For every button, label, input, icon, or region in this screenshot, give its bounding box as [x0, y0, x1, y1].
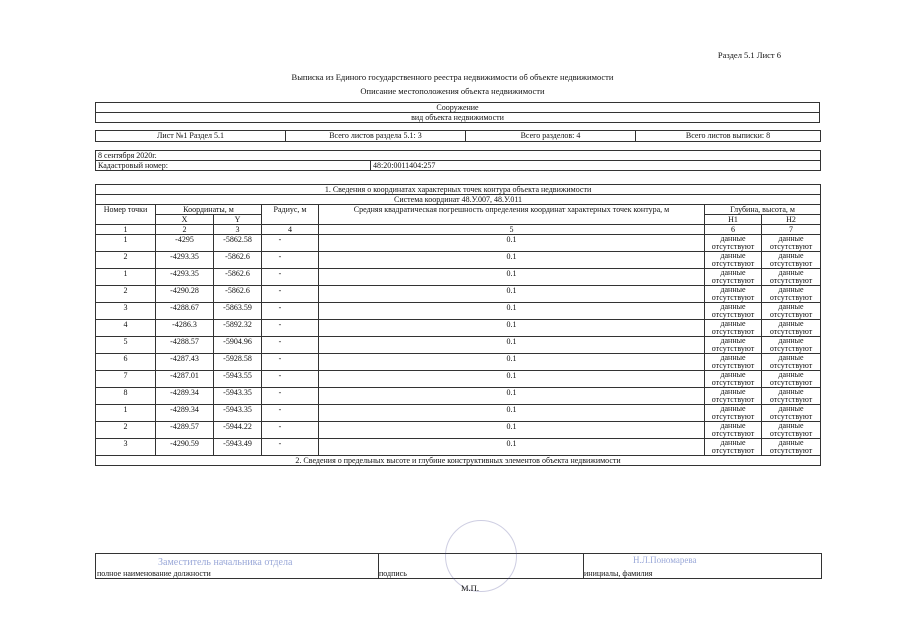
col-num: 6: [705, 225, 762, 235]
error-value: 0.1: [319, 337, 705, 354]
table-row: [96, 235, 821, 252]
error-value: 0.1: [319, 388, 705, 405]
depth-h1: данные отсутствуют: [705, 371, 762, 388]
table-row: [96, 388, 821, 405]
coord-x: -4288.57: [156, 337, 214, 354]
object-type: Сооружение: [96, 103, 820, 113]
position-caption: полное наименование должности: [97, 569, 211, 578]
coord-y: -5904.96: [214, 337, 262, 354]
error-value: 0.1: [319, 252, 705, 269]
point-number: 1: [96, 235, 156, 252]
depth-h1: данные отсутствуют: [705, 235, 762, 252]
error-value: 0.1: [319, 235, 705, 252]
error-value: 0.1: [319, 439, 705, 456]
object-type-table: [95, 102, 820, 123]
document-title: Выписка из Единого государственного реестра недвижимости об объекте недвижимости: [291, 72, 614, 82]
coord-y: -5862.6: [214, 286, 262, 303]
radius: -: [262, 252, 319, 269]
radius: -: [262, 320, 319, 337]
coord-y: -5943.49: [214, 439, 262, 456]
cadastral-table: [95, 150, 821, 171]
coord-x: -4293.35: [156, 269, 214, 286]
radius: -: [262, 269, 319, 286]
depth-h2: данные отсутствуют: [762, 388, 821, 405]
col-depth: Глубина, высота, м: [705, 205, 821, 215]
cadastral-label: Кадастровый номер:: [96, 161, 371, 171]
col-radius: Радиус, м: [262, 205, 319, 225]
depth-h2: данные отсутствуют: [762, 269, 821, 286]
depth-h1: данные отсутствуют: [705, 252, 762, 269]
coord-x: -4286.3: [156, 320, 214, 337]
error-value: 0.1: [319, 303, 705, 320]
depth-h1: данные отсутствуют: [705, 422, 762, 439]
depth-h2: данные отсутствуют: [762, 354, 821, 371]
depth-h2: данные отсутствуют: [762, 252, 821, 269]
table-row: [96, 303, 821, 320]
col-y: Y: [214, 215, 262, 225]
point-number: 1: [96, 269, 156, 286]
radius: -: [262, 388, 319, 405]
table-row: [96, 269, 821, 286]
official-position: Заместитель начальника отдела: [158, 557, 293, 568]
coord-y: -5928.58: [214, 354, 262, 371]
section-total: Всего листов раздела 5.1: 3: [286, 131, 466, 142]
depth-h1: данные отсутствуют: [705, 337, 762, 354]
coord-y: -5862.58: [214, 235, 262, 252]
section1-title: 1. Сведения о координатах характерных точек контура объекта недвижимости: [96, 185, 821, 195]
stamp-label: М.П.: [461, 583, 479, 593]
coord-y: -5944.22: [214, 422, 262, 439]
coord-x: -4287.43: [156, 354, 214, 371]
radius: -: [262, 422, 319, 439]
extract-total: Всего листов выписки: 8: [636, 131, 821, 142]
depth-h2: данные отсутствуют: [762, 439, 821, 456]
point-number: 4: [96, 320, 156, 337]
col-num: 4: [262, 225, 319, 235]
point-number: 2: [96, 286, 156, 303]
depth-h2: данные отсутствуют: [762, 235, 821, 252]
col-coords: Координаты, м: [156, 205, 262, 215]
col-point: Номер точки: [96, 205, 156, 225]
coord-x: -4288.67: [156, 303, 214, 320]
coordinate-system: Система координат 48.У.007, 48.У.011: [96, 195, 821, 205]
depth-h2: данные отсутствуют: [762, 337, 821, 354]
col-x: X: [156, 215, 214, 225]
radius: -: [262, 371, 319, 388]
error-value: 0.1: [319, 286, 705, 303]
col-num: 2: [156, 225, 214, 235]
name-caption: инициалы, фамилия: [584, 569, 653, 578]
table-row: [96, 320, 821, 337]
col-num: 3: [214, 225, 262, 235]
official-name: Н.Л.Пономарева: [633, 555, 697, 565]
coord-x: -4295: [156, 235, 214, 252]
point-number: 1: [96, 405, 156, 422]
table-row: [96, 337, 821, 354]
radius: -: [262, 354, 319, 371]
sections-total: Всего разделов: 4: [466, 131, 636, 142]
sheet-info-table: [95, 130, 821, 142]
coord-y: -5863.59: [214, 303, 262, 320]
point-number: 5: [96, 337, 156, 354]
coord-x: -4289.34: [156, 405, 214, 422]
seal-stamp: [445, 520, 517, 592]
depth-h2: данные отсутствуют: [762, 405, 821, 422]
error-value: 0.1: [319, 320, 705, 337]
section-sheet-label: Раздел 5.1 Лист 6: [717, 50, 781, 60]
radius: -: [262, 303, 319, 320]
col-error: Средняя квадратическая погрешность определения координат характерных точек контура, м: [319, 205, 705, 225]
coord-x: -4287.01: [156, 371, 214, 388]
radius: -: [262, 286, 319, 303]
col-num: 5: [319, 225, 705, 235]
point-number: 3: [96, 303, 156, 320]
point-number: 2: [96, 422, 156, 439]
depth-h1: данные отсутствуют: [705, 405, 762, 422]
coord-y: -5943.55: [214, 371, 262, 388]
table-row: [96, 405, 821, 422]
coord-x: -4290.28: [156, 286, 214, 303]
coord-y: -5943.35: [214, 405, 262, 422]
radius: -: [262, 405, 319, 422]
coord-x: -4293.35: [156, 252, 214, 269]
coord-x: -4289.57: [156, 422, 214, 439]
point-number: 2: [96, 252, 156, 269]
error-value: 0.1: [319, 269, 705, 286]
error-value: 0.1: [319, 422, 705, 439]
radius: -: [262, 235, 319, 252]
coord-y: -5892.32: [214, 320, 262, 337]
depth-h2: данные отсутствуют: [762, 303, 821, 320]
table-row: [96, 371, 821, 388]
depth-h1: данные отсутствуют: [705, 303, 762, 320]
depth-h1: данные отсутствуют: [705, 286, 762, 303]
table-row: [96, 354, 821, 371]
document-subtitle: Описание местоположения объекта недвижимости: [360, 86, 545, 96]
col-num: 1: [96, 225, 156, 235]
coord-x: -4290.59: [156, 439, 214, 456]
radius: -: [262, 439, 319, 456]
table-row: [96, 286, 821, 303]
coord-x: -4289.34: [156, 388, 214, 405]
coord-y: -5862.6: [214, 269, 262, 286]
col-h1: H1: [705, 215, 762, 225]
coordinates-table: [95, 184, 821, 466]
depth-h1: данные отсутствуют: [705, 320, 762, 337]
object-type-caption: вид объекта недвижимости: [96, 113, 820, 123]
depth-h1: данные отсутствуют: [705, 439, 762, 456]
coord-y: -5943.35: [214, 388, 262, 405]
error-value: 0.1: [319, 371, 705, 388]
depth-h1: данные отсутствуют: [705, 388, 762, 405]
extract-date: 8 сентября 2020г.: [96, 151, 821, 161]
signature-caption: подпись: [379, 569, 407, 578]
depth-h2: данные отсутствуют: [762, 422, 821, 439]
point-number: 3: [96, 439, 156, 456]
point-number: 7: [96, 371, 156, 388]
section2-title: 2. Сведения о предельных высоте и глубине конструктивных элементов объекта недвижимости: [96, 456, 821, 466]
depth-h2: данные отсутствуют: [762, 371, 821, 388]
error-value: 0.1: [319, 354, 705, 371]
col-num: 7: [762, 225, 821, 235]
radius: -: [262, 337, 319, 354]
depth-h1: данные отсутствуют: [705, 269, 762, 286]
table-row: [96, 422, 821, 439]
cadastral-number: 48:20:0011404:257: [371, 161, 821, 171]
col-h2: H2: [762, 215, 821, 225]
table-row: [96, 439, 821, 456]
depth-h1: данные отсутствуют: [705, 354, 762, 371]
point-number: 6: [96, 354, 156, 371]
error-value: 0.1: [319, 405, 705, 422]
depth-h2: данные отсутствуют: [762, 286, 821, 303]
table-row: [96, 252, 821, 269]
coord-y: -5862.6: [214, 252, 262, 269]
sheet-number: Лист №1 Раздел 5.1: [96, 131, 286, 142]
point-number: 8: [96, 388, 156, 405]
depth-h2: данные отсутствуют: [762, 320, 821, 337]
